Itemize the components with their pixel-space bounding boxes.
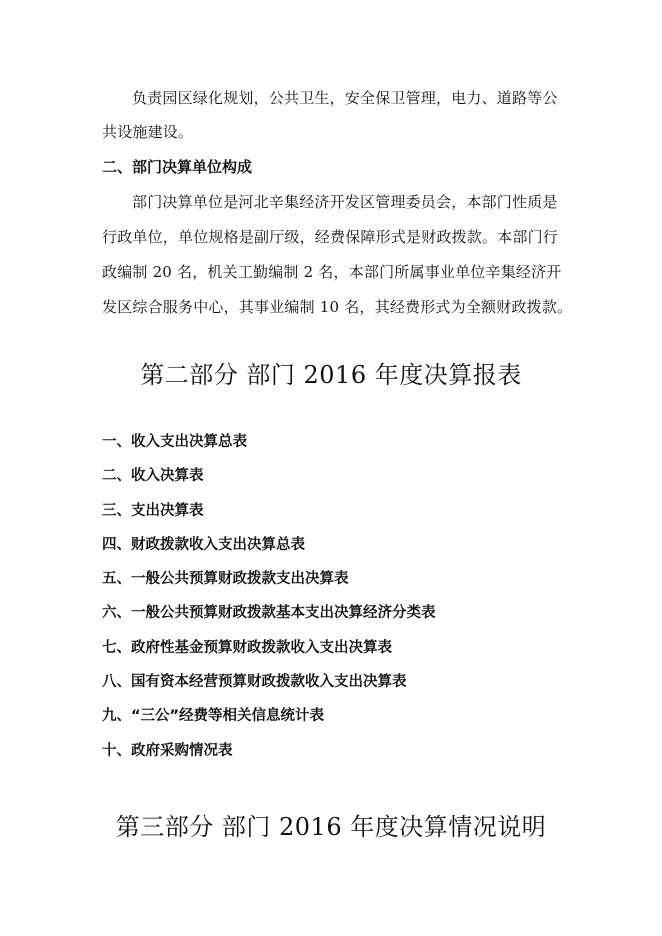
section-paragraph-line-4: 发区综合服务中心，其事业编制 10 名，其经费形式为全额财政拨款。 (102, 298, 573, 316)
section-heading-unit-composition: 二、部门决算单位构成 (102, 158, 253, 176)
report-item-9: 九、“三公”经费等相关信息统计表 (102, 708, 325, 725)
report-list (102, 432, 436, 775)
report-item-6: 六、一般公共预算财政拨款基本支出决算经济分类表 (102, 605, 436, 622)
section-paragraph-line-1: 部门决算单位是河北辛集经济开发区管理委员会，本部门性质是 (132, 193, 558, 211)
report-item-5: 五、一般公共预算财政拨款支出决算表 (102, 571, 349, 588)
report-item-4: 四、财政拨款收入支出决算总表 (102, 536, 305, 553)
section-paragraph-line-2: 行政单位，单位规格是副厅级，经费保障形式是财政拨款。本部门行 (102, 228, 559, 246)
report-item-3: 三、支出决算表 (102, 502, 204, 519)
intro-line-1: 负责园区绿化规划，公共卫生，安全保卫管理，电力、道路等公 (132, 89, 558, 107)
report-item-1: 一、收入支出决算总表 (102, 434, 247, 450)
section-paragraph-line-3: 政编制 20 名，机关工勤编制 2 名，本部门所属事业单位辛集经济开 (102, 263, 562, 281)
report-item-8: 八、国有资本经营预算财政拨款收入支出决算表 (102, 674, 407, 691)
report-item-7: 七、政府性基金预算财政拨款收入支出决算表 (102, 639, 392, 656)
report-item-2: 二、收入决算表 (102, 468, 204, 485)
part-two-title: 第二部分 部门 2016 年度决算报表 (140, 361, 522, 389)
report-item-10: 十、政府采购情况表 (102, 742, 233, 759)
part-three-title: 第三部分 部门 2016 年度决算情况说明 (115, 813, 547, 841)
intro-line-2: 共设施建设。 (102, 123, 194, 141)
